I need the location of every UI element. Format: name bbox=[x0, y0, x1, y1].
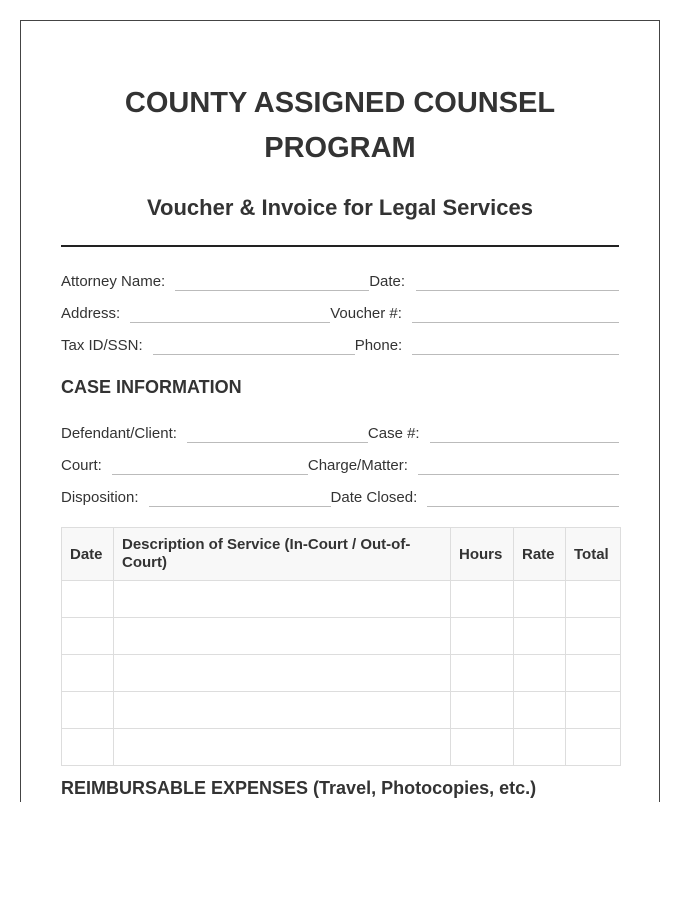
total-cell[interactable] bbox=[565, 655, 620, 692]
column-header-total: Total bbox=[565, 528, 620, 581]
table-row bbox=[62, 692, 621, 729]
date-cell[interactable] bbox=[62, 692, 114, 729]
case-information-heading: CASE INFORMATION bbox=[61, 377, 242, 397]
defendant-label: Defendant/Client: bbox=[61, 425, 177, 442]
date-cell[interactable] bbox=[62, 581, 114, 618]
attorney-name-field[interactable] bbox=[175, 272, 369, 291]
table-row bbox=[62, 618, 621, 655]
taxid-label: Tax ID/SSN: bbox=[61, 337, 143, 354]
description-cell[interactable] bbox=[113, 581, 450, 618]
defendant-field[interactable] bbox=[187, 424, 368, 443]
voucher-number-field[interactable] bbox=[412, 304, 619, 323]
rate-cell[interactable] bbox=[514, 655, 566, 692]
court-label: Court: bbox=[61, 457, 102, 474]
description-cell[interactable] bbox=[113, 729, 450, 766]
description-cell[interactable] bbox=[113, 655, 450, 692]
disposition-field[interactable] bbox=[149, 488, 331, 507]
rate-cell[interactable] bbox=[514, 729, 566, 766]
column-header-date: Date bbox=[62, 528, 114, 581]
description-cell[interactable] bbox=[113, 618, 450, 655]
total-cell[interactable] bbox=[565, 729, 620, 766]
hours-cell[interactable] bbox=[451, 581, 514, 618]
hours-cell[interactable] bbox=[451, 618, 514, 655]
column-header-rate: Rate bbox=[514, 528, 566, 581]
total-cell[interactable] bbox=[565, 618, 620, 655]
hours-cell[interactable] bbox=[451, 692, 514, 729]
attorney-row-3 bbox=[61, 333, 619, 355]
description-cell[interactable] bbox=[113, 692, 450, 729]
date-label: Date: bbox=[369, 273, 406, 290]
disposition-label: Disposition: bbox=[61, 489, 139, 506]
services-table bbox=[61, 527, 621, 766]
case-number-label: Case #: bbox=[367, 425, 420, 442]
charge-field[interactable] bbox=[418, 456, 619, 475]
voucher-page bbox=[20, 20, 660, 802]
column-header-description: Description of Service (In-Court / Out-of-Court) bbox=[113, 528, 450, 581]
form-subtitle: Voucher & Invoice for Legal Services bbox=[147, 195, 533, 220]
total-cell[interactable] bbox=[565, 692, 620, 729]
table-row bbox=[62, 655, 621, 692]
program-title bbox=[61, 81, 619, 171]
table-row bbox=[62, 729, 621, 766]
taxid-field[interactable] bbox=[153, 336, 355, 355]
date-closed-label: Date Closed: bbox=[330, 489, 418, 506]
reimbursable-expenses-heading: REIMBURSABLE EXPENSES (Travel, Photocopies, etc.) bbox=[61, 778, 537, 798]
hours-cell[interactable] bbox=[451, 655, 514, 692]
total-cell[interactable] bbox=[565, 581, 620, 618]
case-row-3 bbox=[61, 485, 619, 507]
attorney-name-label: Attorney Name: bbox=[61, 273, 166, 290]
header-divider bbox=[61, 245, 619, 247]
date-cell[interactable] bbox=[62, 618, 114, 655]
address-field[interactable] bbox=[130, 304, 330, 323]
title-line-2: PROGRAM bbox=[264, 132, 416, 164]
date-field[interactable] bbox=[416, 272, 619, 291]
case-number-field[interactable] bbox=[430, 424, 619, 443]
court-field[interactable] bbox=[112, 456, 308, 475]
address-label: Address: bbox=[61, 305, 121, 322]
table-row bbox=[62, 581, 621, 618]
rate-cell[interactable] bbox=[514, 692, 566, 729]
phone-field[interactable] bbox=[412, 336, 619, 355]
hours-cell[interactable] bbox=[451, 729, 514, 766]
services-header-row bbox=[62, 528, 621, 581]
rate-cell[interactable] bbox=[514, 581, 566, 618]
charge-label: Charge/Matter: bbox=[307, 457, 408, 474]
rate-cell[interactable] bbox=[514, 618, 566, 655]
case-row-1 bbox=[61, 421, 619, 443]
title-line-1: COUNTY ASSIGNED COUNSEL bbox=[124, 87, 556, 119]
case-row-2 bbox=[61, 453, 619, 475]
attorney-row-1 bbox=[61, 269, 619, 291]
date-cell[interactable] bbox=[62, 655, 114, 692]
column-header-hours: Hours bbox=[451, 528, 514, 581]
attorney-row-2 bbox=[61, 301, 619, 323]
voucher-number-label: Voucher #: bbox=[330, 305, 402, 322]
date-closed-field[interactable] bbox=[427, 488, 619, 507]
date-cell[interactable] bbox=[62, 729, 114, 766]
phone-label: Phone: bbox=[354, 337, 403, 354]
